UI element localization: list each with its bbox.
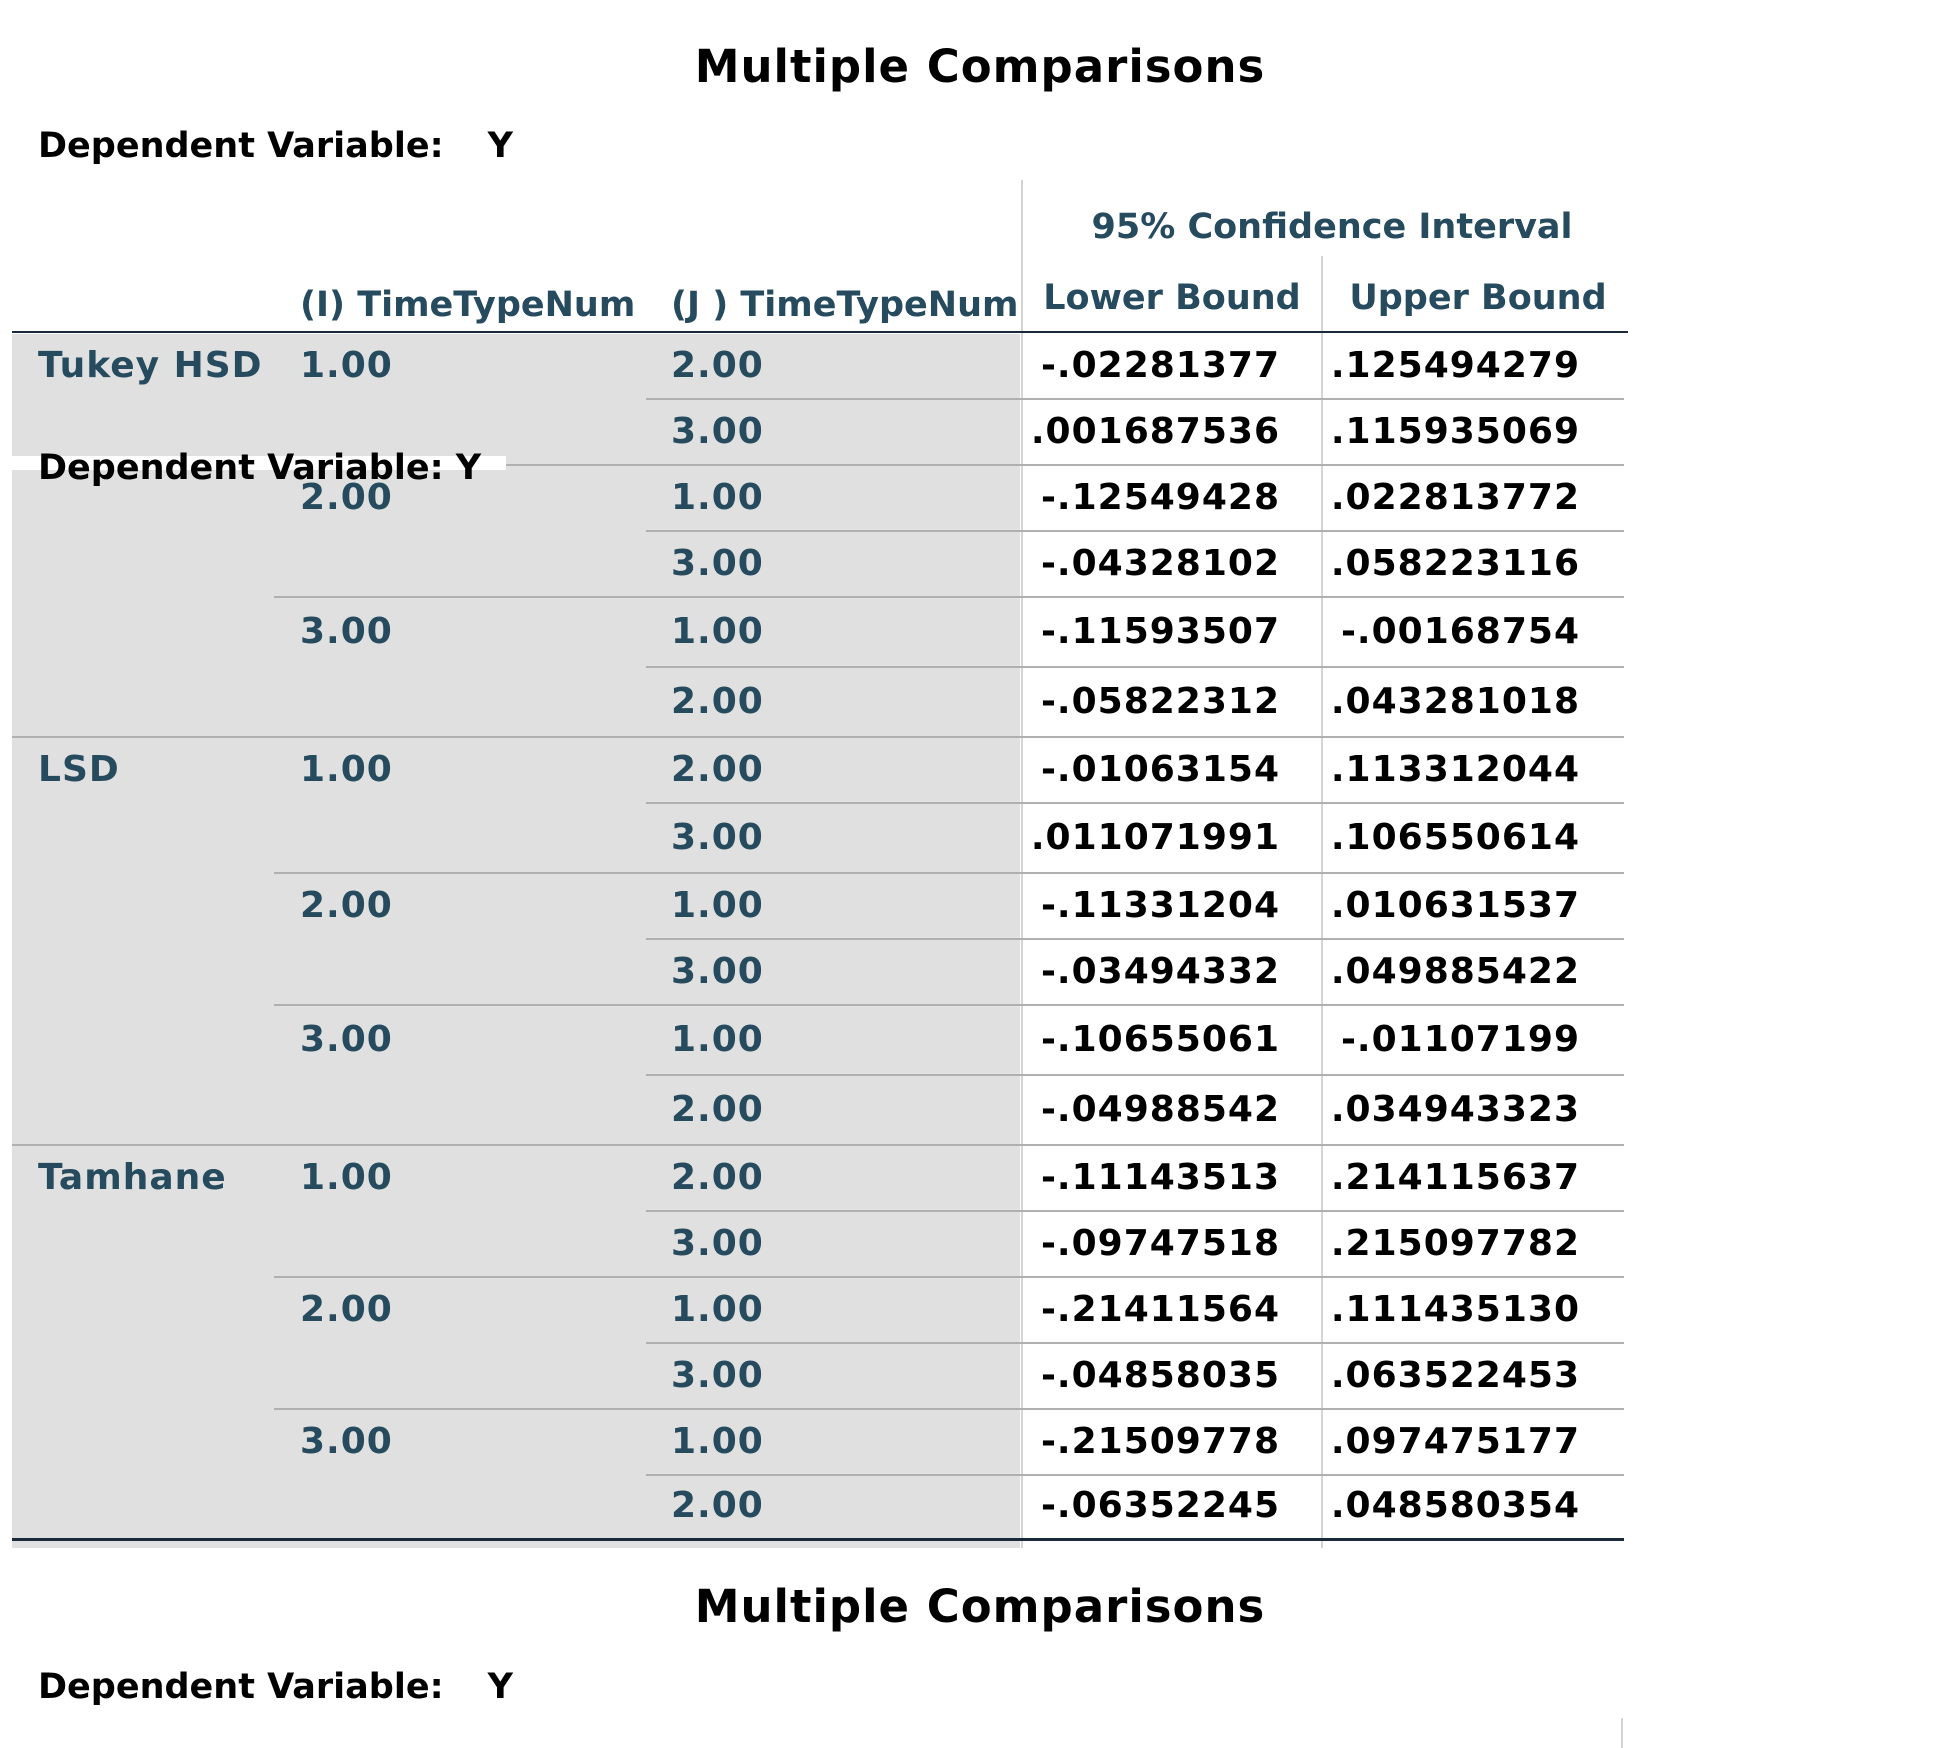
dependent-variable: [38, 126, 513, 166]
i-value: 1.00: [300, 749, 393, 790]
row-separator: [646, 666, 1624, 668]
lower-bound-value: -.09747518: [1040, 1223, 1280, 1264]
lower-bound-value: -.04858035: [1040, 1355, 1280, 1396]
upper-bound-value: -.00168754: [1340, 611, 1580, 652]
i-value: 3.00: [300, 1019, 393, 1060]
page-title: Multiple Comparisons: [694, 40, 1266, 93]
lower-bound-value: -.21411564: [1040, 1289, 1280, 1330]
j-value: 1.00: [671, 611, 764, 652]
i-group-separator: [274, 1004, 1624, 1006]
upper-bound-value: -.01107199: [1340, 1019, 1580, 1060]
j-value: 3.00: [671, 1355, 764, 1396]
dependent-variable-label: Dependent Variable:: [38, 126, 444, 166]
group-separator: [12, 1144, 1624, 1146]
j-value: 3.00: [671, 817, 764, 858]
overlap-artifact: [12, 448, 506, 488]
upper-bound-value: .010631537: [1330, 885, 1580, 926]
i-value: 2.00: [300, 885, 393, 926]
row-separator: [646, 802, 1624, 804]
j-column-header: (J ) TimeTypeNum: [671, 285, 1019, 325]
j-value: 3.00: [671, 543, 764, 584]
group-separator: [12, 736, 1624, 738]
upper-bound-value: .058223116: [1330, 543, 1580, 584]
upper-bound-value: .022813772: [1330, 477, 1580, 518]
lower-bound-value: -.11331204: [1040, 885, 1280, 926]
lower-bound-value: -.02281377: [1040, 345, 1280, 386]
upper-bound-value: .034943323: [1330, 1089, 1580, 1130]
j-value: 1.00: [671, 1289, 764, 1330]
row-separator: [646, 938, 1624, 940]
lower-bound-value: .001687536: [1030, 411, 1280, 452]
lower-bound-value: -.06352245: [1040, 1485, 1280, 1526]
header-bottom-rule: [12, 331, 1628, 333]
i-value: 3.00: [300, 611, 393, 652]
j-value: 1.00: [671, 885, 764, 926]
j-value: 2.00: [671, 345, 764, 386]
lower-bound-value: -.21509778: [1040, 1421, 1280, 1462]
method-label: Tamhane: [38, 1157, 227, 1198]
j-value: 3.00: [671, 1223, 764, 1264]
upper-bound-value: .097475177: [1330, 1421, 1580, 1462]
j-value: 2.00: [671, 749, 764, 790]
lower-bound-value: -.01063154: [1040, 749, 1280, 790]
j-value: 1.00: [671, 1421, 764, 1462]
i-group-separator: [274, 1276, 1624, 1278]
upper-bound-value: .125494279: [1330, 345, 1580, 386]
col-separator-lower-upper: [1321, 256, 1323, 1548]
row-label-background: [12, 334, 1020, 1548]
i-group-separator: [274, 872, 1624, 874]
i-column-header: (I) TimeTypeNum: [300, 285, 636, 325]
i-value: 2.00: [300, 1289, 393, 1330]
lower-bound-value: -.05822312: [1040, 681, 1280, 722]
i-value: 1.00: [300, 1157, 393, 1198]
lower-bound-value: .011071991: [1030, 817, 1280, 858]
row-separator: [646, 1210, 1624, 1212]
lower-bound-value: -.03494332: [1040, 951, 1280, 992]
i-value: 3.00: [300, 1421, 393, 1462]
second-dependent-variable-value: Y: [487, 1667, 513, 1707]
j-value: 2.00: [671, 681, 764, 722]
upper-bound-value: .115935069: [1330, 411, 1580, 452]
lower-bound-value: -.04988542: [1040, 1089, 1280, 1130]
upper-bound-value: .215097782: [1330, 1223, 1580, 1264]
j-value: 2.00: [671, 1485, 764, 1526]
lower-bound-value: -.11593507: [1040, 611, 1280, 652]
j-value: 2.00: [671, 1089, 764, 1130]
upper-bound-value: .214115637: [1330, 1157, 1580, 1198]
i-group-separator: [274, 1408, 1624, 1410]
upper-bound-value: .111435130: [1330, 1289, 1580, 1330]
j-value: 3.00: [671, 411, 764, 452]
i-group-separator: [274, 596, 1624, 598]
lower-bound-header: Lower Bound: [1043, 278, 1301, 318]
second-table-separator: [1621, 1718, 1623, 1748]
row-separator: [646, 1474, 1624, 1476]
j-value: 1.00: [671, 1019, 764, 1060]
lower-bound-value: -.04328102: [1040, 543, 1280, 584]
method-label: Tukey HSD: [38, 345, 263, 386]
overlap-artifact-text: Dependent Variable: Y: [38, 448, 482, 488]
method-label: LSD: [38, 749, 120, 790]
j-value: 2.00: [671, 1157, 764, 1198]
i-value: 2.00: [300, 477, 393, 518]
j-value: 1.00: [671, 477, 764, 518]
lower-bound-value: -.12549428: [1040, 477, 1280, 518]
upper-bound-value: .048580354: [1330, 1485, 1580, 1526]
upper-bound-value: .063522453: [1330, 1355, 1580, 1396]
i-value: 1.00: [300, 345, 393, 386]
table-bottom-rule: [12, 1538, 1624, 1541]
second-dependent-variable-label: Dependent Variable:: [38, 1667, 444, 1707]
row-separator: [646, 1074, 1624, 1076]
second-dependent-variable: [38, 1667, 513, 1707]
j-value: 3.00: [671, 951, 764, 992]
lower-bound-value: -.11143513: [1040, 1157, 1280, 1198]
upper-bound-value: .113312044: [1330, 749, 1580, 790]
second-page-title: Multiple Comparisons: [694, 1580, 1266, 1633]
dependent-variable-value: Y: [487, 126, 513, 166]
upper-bound-value: .106550614: [1330, 817, 1580, 858]
upper-bound-value: .043281018: [1330, 681, 1580, 722]
confidence-interval-header: 95% Confidence Interval: [1091, 207, 1573, 247]
row-separator: [646, 398, 1624, 400]
row-separator: [646, 530, 1624, 532]
lower-bound-value: -.10655061: [1040, 1019, 1280, 1060]
upper-bound-header: Upper Bound: [1349, 278, 1607, 318]
upper-bound-value: .049885422: [1330, 951, 1580, 992]
row-separator: [646, 1342, 1624, 1344]
